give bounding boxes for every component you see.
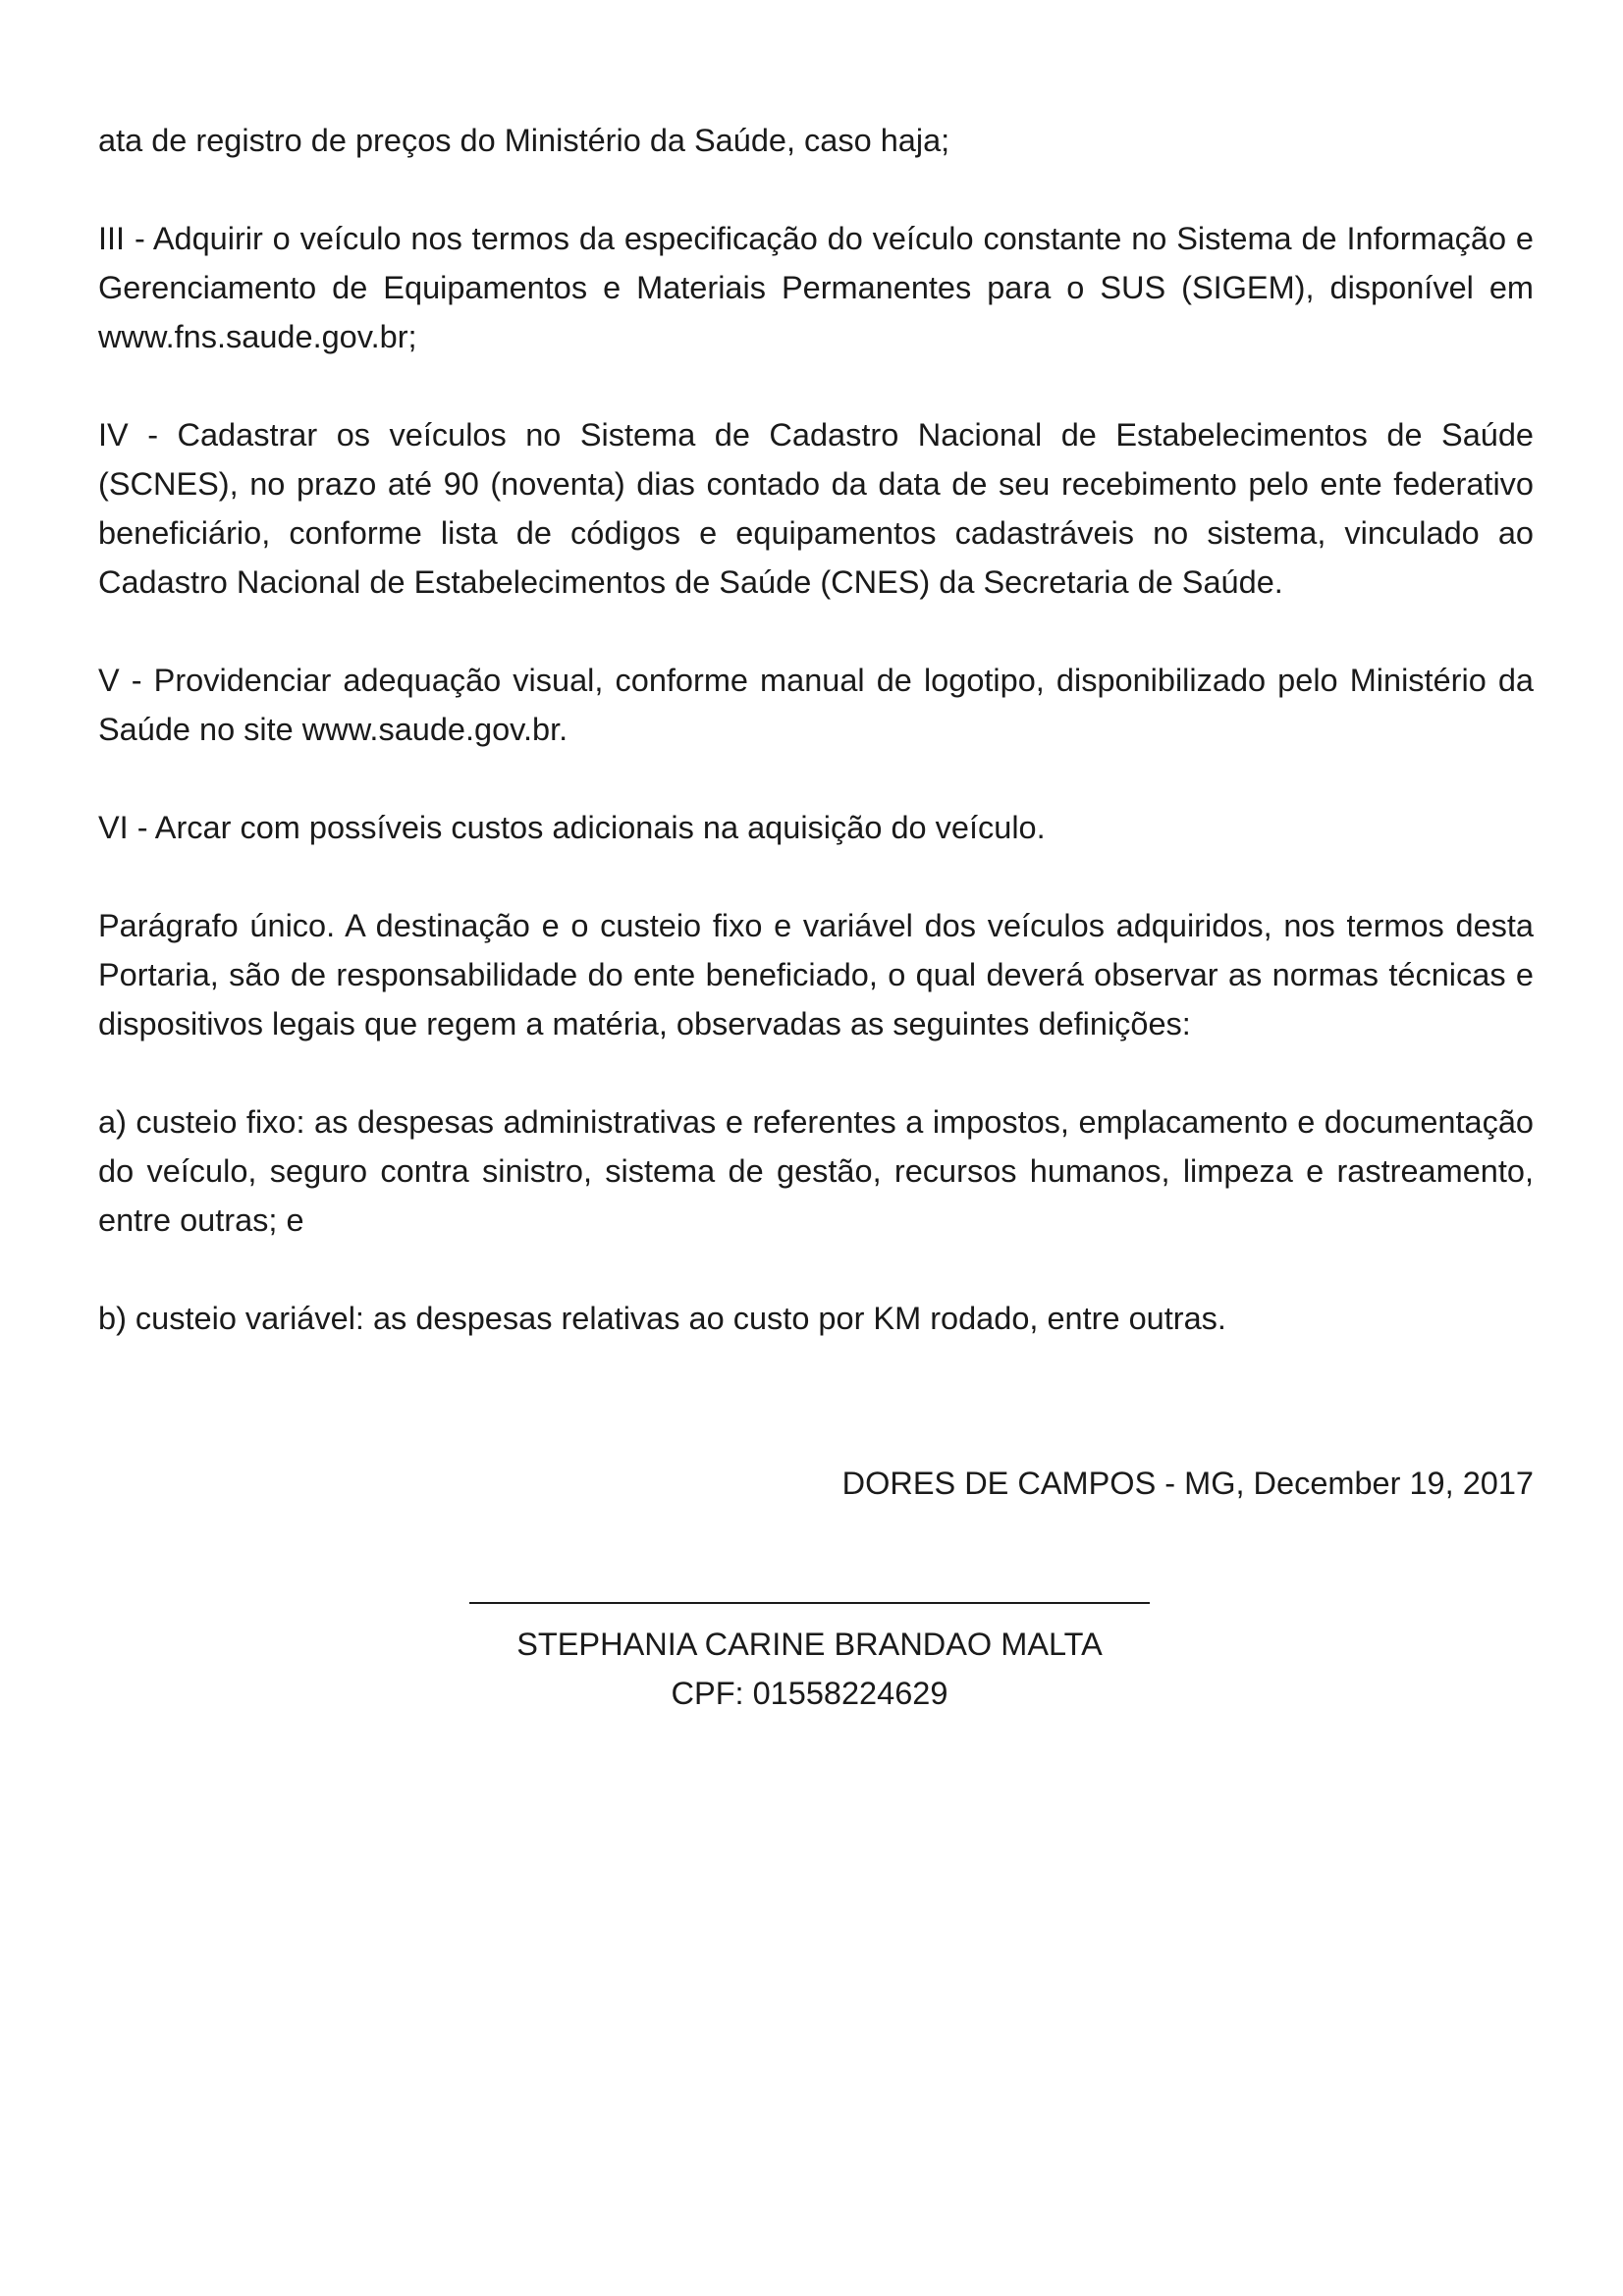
signature-block (0, 1602, 1623, 1718)
signatory-name: STEPHANIA CARINE BRANDAO MALTA (516, 1627, 1103, 1662)
paragraph-item-vi: VI - Arcar com possíveis custos adicionais na aquisição do veículo. (98, 810, 1046, 845)
signature-line (469, 1602, 1150, 1604)
paragraph-item-iv: IV - Cadastrar os veículos no Sistema de Cadastro Nacional de Estabelecimentos de Saúde (SCNES), no prazo até 90 (noventa) dias contado da data de seu recebimento pelo ente federativo beneficiário, conforme lista de códigos e equipamentos cadastráveis no sistema, vinculado ao Cadastro Nacional de Estabelecimentos de Saúde (CNES) da Secretaria de Saúde. (98, 417, 1534, 600)
paragraph-continuation: ata de registro de preços do Ministério da Saúde, caso haja; (98, 123, 950, 158)
paragraph-custeio-fixo: a) custeio fixo: as despesas administrativas e referentes a impostos, emplacamento e documentação do veículo, seguro contra sinistro, sistema de gestão, recursos humanos, limpeza e rastreamento, entre outras; e (98, 1104, 1534, 1238)
paragraph-custeio-variavel: b) custeio variável: as despesas relativas ao custo por KM rodado, entre outras. (98, 1301, 1226, 1336)
document-body (98, 116, 1534, 1508)
paragraph-item-v: V - Providenciar adequação visual, conforme manual de logotipo, disponibilizado pelo Ministério da Saúde no site www.saude.gov.br. (98, 663, 1534, 747)
place-and-date: DORES DE CAMPOS - MG, December 19, 2017 (841, 1466, 1534, 1501)
signatory-cpf: CPF: 01558224629 (671, 1676, 948, 1711)
paragraph-unico: Parágrafo único. A destinação e o custeio fixo e variável dos veículos adquiridos, nos termos desta Portaria, são de responsabilidade do ente beneficiado, o qual deverá observar as normas técnicas e dispositivos legais que regem a matéria, observadas as seguintes definições: (98, 908, 1534, 1041)
paragraph-item-iii: III - Adquirir o veículo nos termos da especificação do veículo constante no Sistema de Informação e Gerenciamento de Equipamentos e Materiais Permanentes para o SUS (SIGEM), disponível em www.fns.saude.gov.br; (98, 221, 1534, 354)
